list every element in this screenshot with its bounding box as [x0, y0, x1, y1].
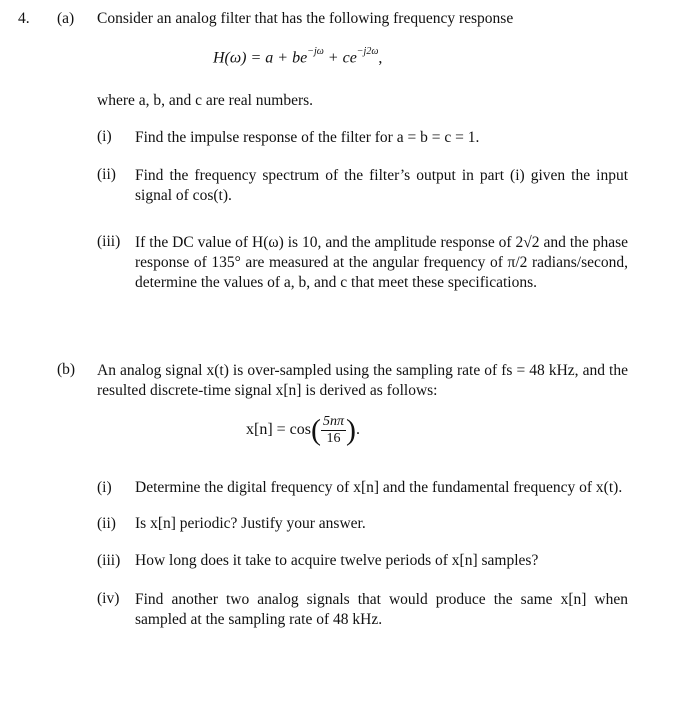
equation-lhs: H(ω) = a + be: [213, 49, 308, 67]
part-b-item-iv-text: Find another two analog signals that would produce the same x[n] when sampled at the sampling rate of 48 kHz.: [135, 591, 628, 628]
part-b-intro: An analog signal x(t) is over-sampled using the sampling rate of fs = 48 kHz, and the resulted discrete-time signal x[n] is derived as follows:: [97, 362, 628, 399]
fraction-numerator: 5nπ: [323, 414, 345, 429]
part-b-item-iii-text: How long does it take to acquire twelve periods of x[n] samples?: [135, 552, 539, 569]
equation-exponent-1: −jω: [307, 46, 324, 57]
left-paren-icon: (: [311, 413, 322, 447]
equation-lhs: x[n] = cos: [246, 421, 312, 439]
part-a-item-iii-label: (iii): [97, 233, 121, 250]
part-a-item-i-text: Find the impulse response of the filter for a = b = c = 1.: [135, 129, 480, 146]
equation-exponent-2: −j2ω: [356, 46, 379, 57]
equation-mid: + ce: [323, 49, 357, 67]
part-a-equation: [213, 48, 382, 67]
part-a-item-ii-label: (ii): [97, 166, 116, 183]
part-b-item-ii-label: (ii): [97, 515, 116, 532]
part-b-label: (b): [57, 361, 76, 378]
part-a-item-iii-text: If the DC value of H(ω) is 10, and the amplitude response of 2√2 and the phase response of 135° are measured at the angular frequency of π/2 radians/second, determine the values of a, b, and c that meet these specifications.: [135, 234, 628, 291]
part-a-intro: Consider an analog filter that has the following frequency response: [97, 10, 514, 27]
part-a-item-i-label: (i): [97, 128, 112, 145]
part-b-equation: [246, 414, 360, 447]
equation-tail: ,: [378, 49, 383, 67]
part-b-item-i-label: (i): [97, 479, 112, 496]
part-b-item-iv-label: (iv): [97, 590, 120, 607]
fraction-denominator: 16: [326, 431, 341, 446]
part-a-label: (a): [57, 10, 75, 27]
question-number: 4.: [18, 10, 30, 27]
fraction: [321, 414, 346, 447]
equation-tail: .: [356, 421, 361, 439]
part-a-where: where a, b, and c are real numbers.: [97, 92, 314, 109]
right-paren-icon: ): [346, 413, 357, 447]
part-b-item-ii-text: Is x[n] periodic? Justify your answer.: [135, 515, 366, 532]
part-b-item-iii-label: (iii): [97, 552, 121, 569]
part-a-item-ii-text: Find the frequency spectrum of the filter’s output in part (i) given the input signal of cos(t).: [135, 167, 628, 204]
part-b-item-i-text: Determine the digital frequency of x[n] and the fundamental frequency of x(t).: [135, 479, 623, 496]
